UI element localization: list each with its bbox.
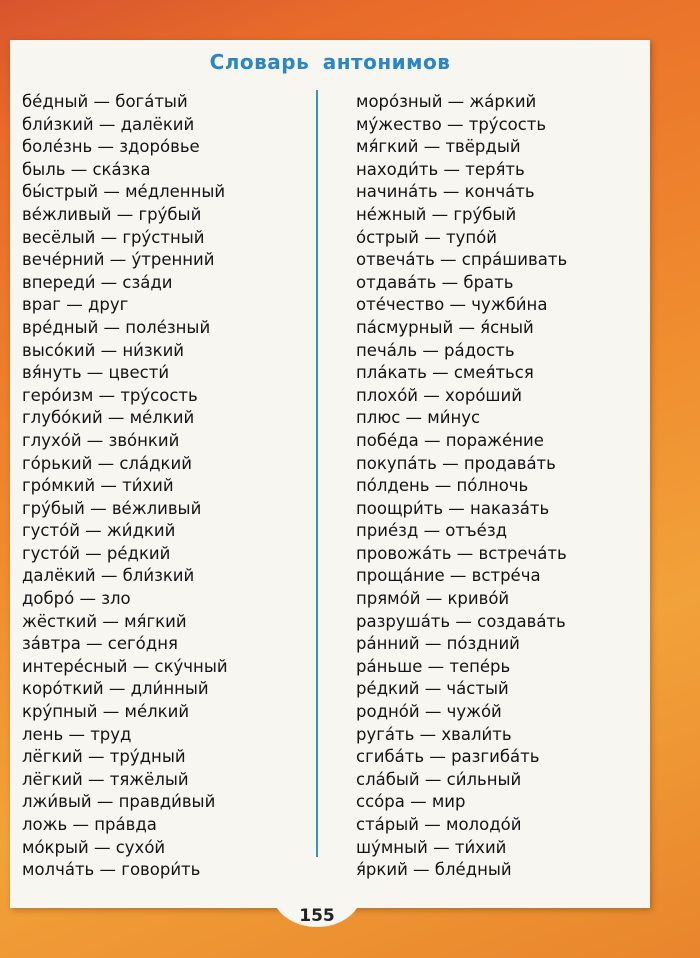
antonym-pair: отвеча́ть — спра́шивать [356,250,568,270]
antonym-pair: за́втра — сего́дня [22,634,178,654]
antonym-pair: ссо́ра — мир [356,792,466,812]
antonym-pair: по́лдень — по́лночь [356,476,529,496]
antonym-pair: лень — труд [22,724,132,744]
antonym-pair: впереди́ — сза́ди [22,272,173,292]
antonym-pair: лёгкий — тру́дный [22,747,186,767]
antonym-pair: вя́нуть — цвести́ [22,363,170,383]
antonym-pair: жёсткий — мя́гкий [22,611,187,631]
antonym-pair: моро́зный — жа́ркий [356,92,537,111]
antonym-pair: вече́рний — у́тренний [22,250,215,270]
antonym-pair: провожа́ть — встреча́ть [356,543,567,563]
antonym-pair: бы́стрый — ме́дленный [22,182,226,202]
antonym-pair: му́жество — тру́сость [356,114,547,134]
antonym-pair: проща́ние — встре́ча [356,566,541,586]
textbook-page [10,40,650,908]
antonym-pair: глубо́кий — ме́лкий [22,408,195,428]
antonym-pair: прие́зд — отъе́зд [356,521,508,541]
antonym-pair: разруша́ть — создава́ть [356,611,566,631]
antonym-pair: молча́ть — говори́ть [22,860,201,880]
antonym-pair: отдава́ть — брать [356,272,514,292]
antonym-pair: боле́знь — здоро́вье [22,137,200,157]
antonym-pair: побе́да — пораже́ние [356,430,544,450]
antonym-pair: сгиба́ть — разгиба́ть [356,747,540,767]
antonym-pair: оте́чество — чужби́на [356,295,548,315]
antonym-pair: густо́й — ре́дкий [22,543,171,563]
antonym-pair: не́жный — гру́бый [356,204,517,224]
dictionary-title: Словарь антонимов [209,50,451,74]
antonym-pair: начина́ть — конча́ть [356,182,535,202]
antonym-pair: печа́ль — ра́дость [356,340,515,360]
antonym-pair: лжи́вый — правди́вый [22,792,216,812]
antonym-pair: геро́изм — тру́сость [22,385,198,405]
antonym-pair: враг — друг [22,295,129,315]
antonym-pair: го́рький — сла́дкий [22,453,192,473]
antonym-pair: интере́сный — ску́чный [22,656,228,676]
antonym-pair: ложь — пра́вда [22,815,157,834]
antonym-pair: кру́пный — ме́лкий [22,702,190,722]
antonym-pair: ре́дкий — ча́стый [356,679,509,699]
antonym-pair: гро́мкий — ти́хий [22,476,174,496]
antonym-list-right [356,91,646,882]
antonym-pair: весёлый — гру́стный [22,227,205,247]
antonym-pair: бли́зкий — далёкий [22,114,195,134]
antonym-pair: шу́мный — ти́хий [356,837,507,857]
antonym-pair: ра́нний — по́здний [356,634,520,654]
antonym-pair: прямо́й — криво́й [356,589,510,609]
antonym-pair: мя́гкий — твёрдый [356,137,521,157]
antonym-pair: ста́рый — молодо́й [356,815,522,834]
antonym-pair: пла́кать — смея́ться [356,363,534,383]
antonym-pair: ра́ньше — тепе́рь [356,656,511,676]
antonym-pair: па́смурный — я́сный [356,317,534,337]
antonym-pair: лёгкий — тяжёлый [22,769,189,789]
antonym-pair: ве́жливый — гру́бый [22,204,202,224]
antonym-pair: добро́ — зло [22,589,131,609]
antonym-pair: родно́й — чужо́й [356,702,502,722]
antonym-pair: вре́дный — поле́зный [22,317,211,337]
antonym-pair: я́ркий — бле́дный [356,860,512,880]
antonym-pair: коро́ткий — дли́нный [22,679,209,699]
antonym-pair: покупа́ть — продава́ть [356,453,556,473]
antonym-pair: плохо́й — хоро́ший [356,385,522,405]
antonym-pair: находи́ть — теря́ть [356,159,525,179]
antonym-pair: быль — ска́зка [22,159,151,179]
antonym-pair: высо́кий — ни́зкий [22,340,185,360]
antonym-pair: гру́бый — ве́жливый [22,498,202,518]
antonym-list-left [22,91,312,882]
antonym-pair: о́стрый — тупо́й [356,227,497,247]
column-divider [316,90,318,880]
antonym-pair: мо́крый — сухо́й [22,837,166,857]
antonym-pair: плюс — ми́нус [356,408,481,428]
antonym-pair: сла́бый — си́льный [356,769,522,789]
page-number: 155 [299,906,335,926]
antonym-pair: далёкий — бли́зкий [22,566,195,586]
antonym-pair: поощри́ть — наказа́ть [356,498,550,518]
antonym-pair: густо́й — жи́дкий [22,521,176,541]
antonym-pair: бе́дный — бога́тый [22,92,188,111]
antonym-pair: руга́ть — хвали́ть [356,724,512,744]
antonym-pair: глухо́й — зво́нкий [22,430,180,450]
